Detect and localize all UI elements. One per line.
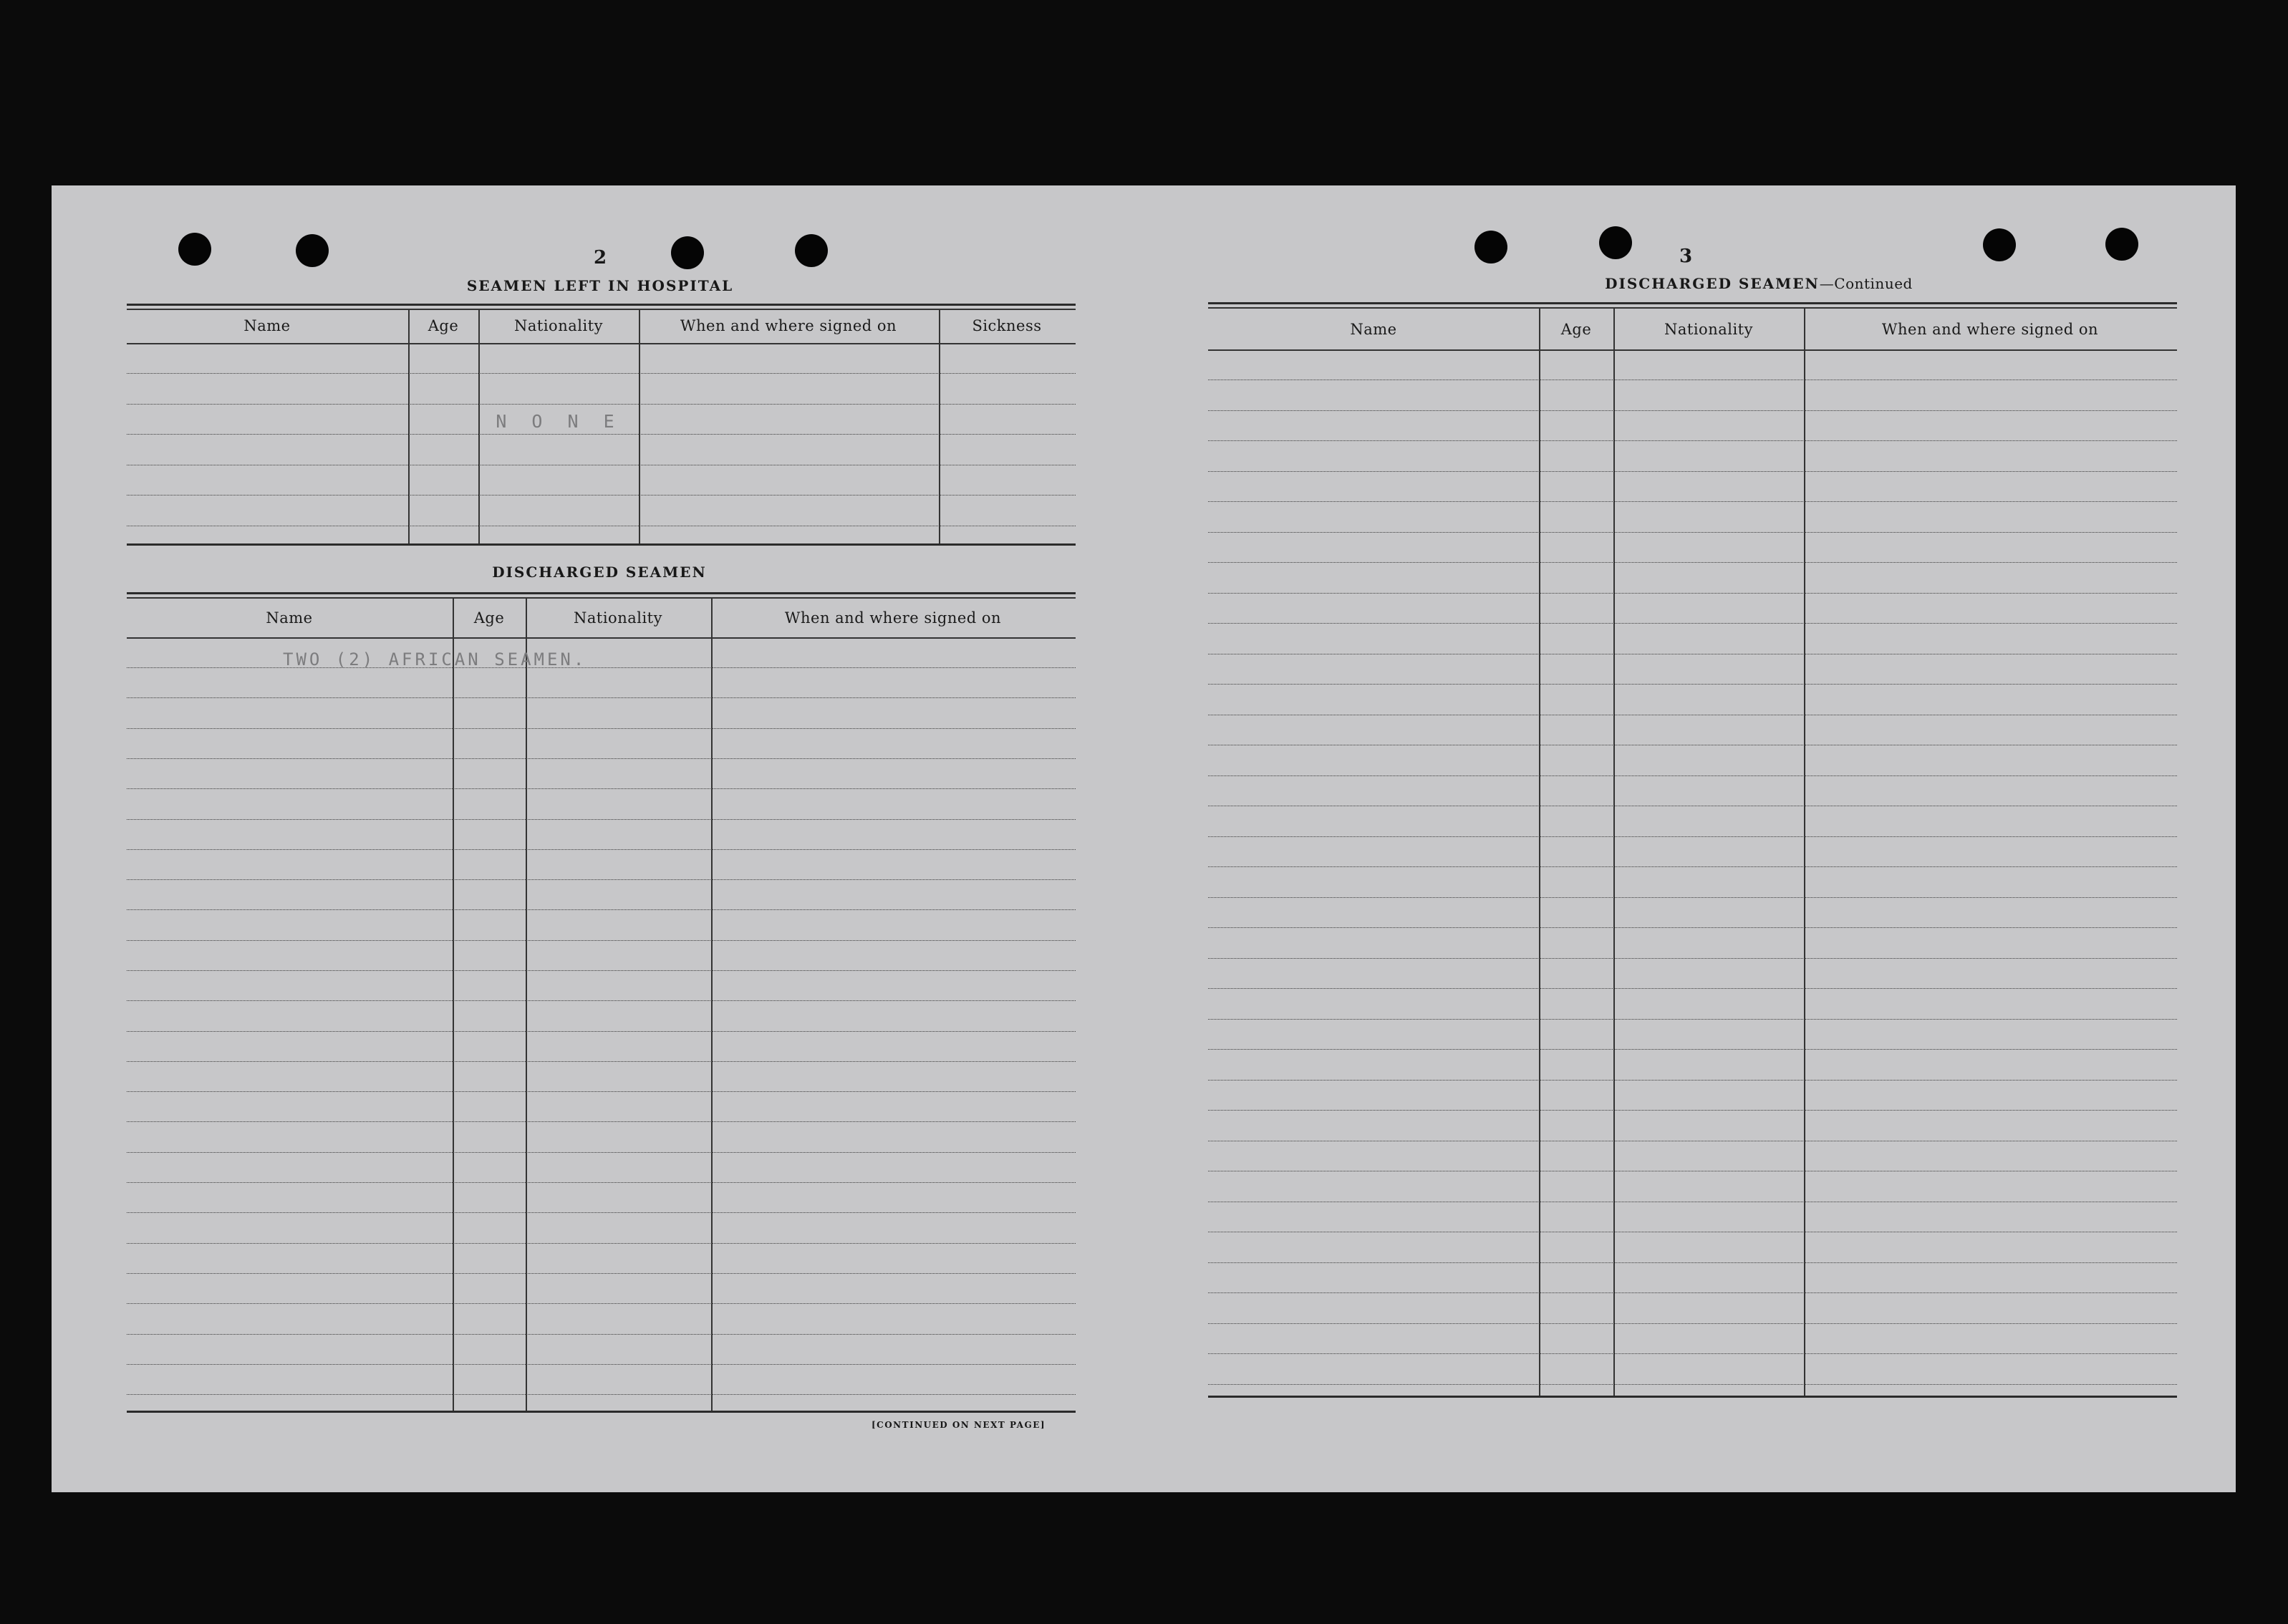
punch-hole (1474, 231, 1507, 264)
ruled-line (127, 697, 1076, 698)
ruled-line (1208, 684, 2177, 685)
ruled-line (127, 1121, 1076, 1122)
punch-hole (2105, 228, 2138, 261)
ruled-line (1208, 1292, 2177, 1293)
ruled-line (1208, 958, 2177, 959)
discharged-section-title: DISCHARGED SEAMEN (492, 564, 707, 581)
ruled-line (1208, 1353, 2177, 1354)
ruled-line (127, 1182, 1076, 1183)
ruled-line (127, 1061, 1076, 1062)
ruled-line (127, 1334, 1076, 1335)
right-col-name: Name (1350, 321, 1397, 338)
ruled-line (127, 1303, 1076, 1304)
ruled-line (1208, 410, 2177, 411)
ruled-line (127, 1031, 1076, 1032)
discharged-entry: TWO (2) AFRICAN SEAMEN. (283, 649, 587, 670)
ruled-line (127, 909, 1076, 910)
ruled-line (127, 728, 1076, 729)
ledger-sheet (52, 185, 2236, 1492)
ruled-line (1208, 593, 2177, 594)
right-col-signed-on: When and where signed on (1881, 321, 2099, 338)
ruled-line (1208, 1110, 2177, 1111)
hospital-entry: N O N E (496, 411, 622, 432)
ruled-line (1208, 1049, 2177, 1050)
ruled-line (127, 1212, 1076, 1213)
punch-hole (1983, 228, 2016, 261)
discharged-col-signed-on: When and where signed on (784, 609, 1002, 627)
punch-hole (296, 234, 329, 267)
ruled-line (127, 434, 1076, 435)
punch-hole (671, 236, 704, 269)
ruled-line (1208, 1323, 2177, 1324)
page-number-left: 2 (593, 247, 607, 269)
ruled-line (127, 940, 1076, 941)
ruled-line (1208, 897, 2177, 898)
ruled-line (1208, 1262, 2177, 1263)
ruled-line (127, 1364, 1076, 1365)
ruled-line (1208, 471, 2177, 472)
discharged-col-age: Age (473, 609, 505, 627)
discharged-continued-table (1208, 302, 2177, 1405)
ruled-line (127, 495, 1076, 496)
ruled-line (1208, 501, 2177, 502)
hospital-col-age: Age (428, 317, 459, 334)
hospital-col-sickness: Sickness (972, 317, 1042, 334)
right-section-title-suffix: —Continued (1819, 275, 1913, 292)
ruled-line (127, 373, 1076, 374)
hospital-col-signed-on: When and where signed on (680, 317, 897, 334)
punch-hole (178, 233, 211, 266)
ruled-line (1208, 1384, 2177, 1385)
punch-hole (1599, 226, 1632, 259)
ruled-line (1208, 775, 2177, 776)
right-section-title-main: DISCHARGED SEAMEN (1605, 275, 1820, 292)
hospital-table (127, 304, 1076, 547)
continued-footer: [CONTINUED ON NEXT PAGE] (872, 1420, 1046, 1430)
ruled-line (1208, 1080, 2177, 1081)
discharged-col-name: Name (266, 609, 313, 627)
discharged-col-nationality: Nationality (574, 609, 662, 627)
ruled-line (1208, 440, 2177, 441)
hospital-section-title: SEAMEN LEFT IN HOSPITAL (466, 277, 734, 294)
ruled-line (127, 1000, 1076, 1001)
ruled-line (1208, 988, 2177, 989)
ruled-line (1208, 562, 2177, 563)
ruled-line (1208, 1019, 2177, 1020)
ruled-line (1208, 866, 2177, 867)
ruled-line (127, 1152, 1076, 1153)
right-col-age: Age (1560, 321, 1592, 338)
ruled-line (127, 849, 1076, 850)
right-col-nationality: Nationality (1664, 321, 1753, 338)
ruled-line (127, 819, 1076, 820)
ruled-line (127, 788, 1076, 789)
page-number-right: 3 (1679, 246, 1693, 267)
ruled-line (1208, 532, 2177, 533)
ruled-line (1208, 623, 2177, 624)
ruled-line (127, 970, 1076, 971)
ruled-line (1208, 927, 2177, 928)
ruled-line (127, 1273, 1076, 1274)
ruled-line (127, 1394, 1076, 1395)
ruled-line (127, 1243, 1076, 1244)
hospital-col-nationality: Nationality (514, 317, 603, 334)
ruled-line (127, 758, 1076, 759)
ruled-line (1208, 836, 2177, 837)
right-section-title (1605, 275, 1913, 292)
ruled-line (127, 879, 1076, 880)
hospital-col-name: Name (243, 317, 291, 334)
ruled-line (127, 667, 1076, 668)
punch-hole (795, 234, 828, 267)
ruled-line (127, 1091, 1076, 1092)
ruled-line (127, 404, 1076, 405)
discharged-table (127, 592, 1076, 1416)
